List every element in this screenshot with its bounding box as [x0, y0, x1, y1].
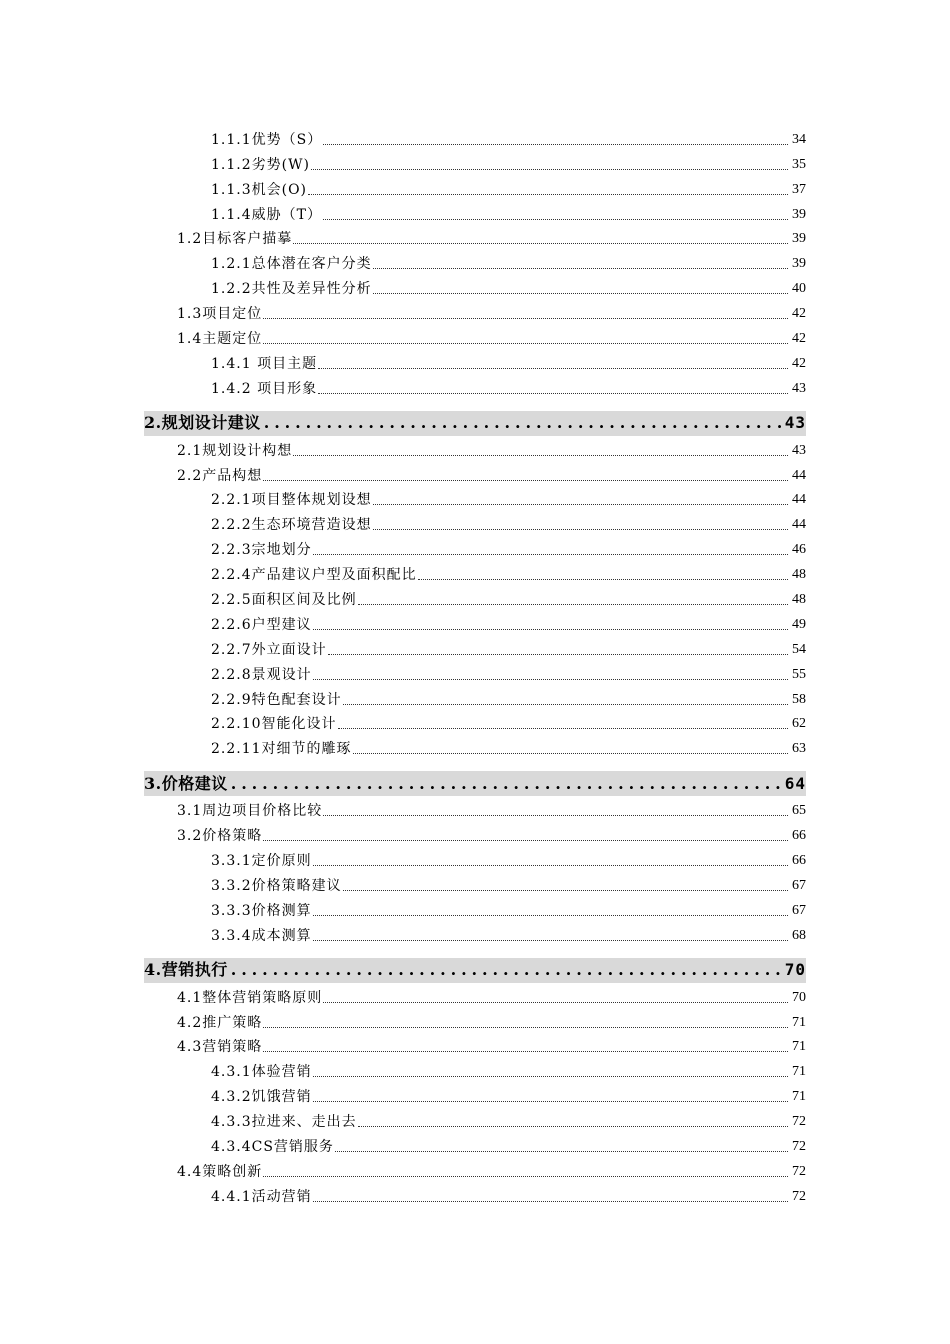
toc-entry[interactable]	[144, 1057, 806, 1082]
toc-entry[interactable]	[144, 125, 806, 150]
toc-entry[interactable]	[144, 660, 806, 685]
toc-page-number: 65	[792, 803, 806, 819]
toc-entry[interactable]	[144, 249, 806, 274]
toc-entry[interactable]	[144, 560, 806, 585]
toc-leader-dots	[263, 1050, 788, 1052]
toc-entry[interactable]	[144, 535, 806, 560]
toc-page-number: 72	[792, 1163, 806, 1179]
toc-page-number: 66	[792, 828, 806, 844]
toc-entry[interactable]	[144, 200, 806, 225]
toc-entry-label: 2.2.5面积区间及比例	[211, 592, 357, 609]
toc-leader-dots	[318, 367, 788, 369]
toc-page-number: 48	[792, 592, 806, 608]
toc-entry[interactable]	[144, 225, 806, 250]
toc-leader-dots	[263, 1175, 788, 1177]
toc-entry[interactable]	[144, 349, 806, 374]
toc-entry[interactable]	[144, 175, 806, 200]
toc-entry[interactable]	[144, 983, 806, 1008]
toc-entry-label: 3.3.2价格策略建议	[211, 877, 342, 894]
toc-leader-dots	[338, 727, 788, 729]
toc-leader-dots	[418, 578, 788, 580]
toc-page-number: 42	[792, 331, 806, 347]
table-of-contents	[144, 125, 806, 1207]
toc-page-number: 34	[792, 131, 806, 147]
toc-leader-dots	[323, 218, 788, 220]
toc-entry-label: 2.2.8景观设计	[211, 666, 312, 683]
toc-page-number: 42	[792, 355, 806, 371]
toc-entry-label: 2.2产品构想	[177, 467, 263, 484]
toc-leader-dots	[335, 1150, 788, 1152]
toc-leader-dots	[323, 1001, 788, 1003]
toc-entry-label: 1.1.4威胁（T）	[211, 206, 322, 223]
toc-entry[interactable]	[144, 1182, 806, 1207]
toc-entry-label: 2.2.10智能化设计	[211, 716, 337, 733]
toc-page-number: 49	[792, 616, 806, 632]
toc-page-number: 63	[792, 741, 806, 757]
toc-page-number: 67	[792, 877, 806, 893]
toc-page-number: 64	[784, 773, 806, 793]
toc-entry-label: 3.价格建议	[144, 773, 228, 793]
toc-leader-dots	[308, 193, 788, 195]
toc-leader-dots	[313, 939, 788, 941]
toc-entry-label: 2.2.2生态环境营造设想	[211, 517, 372, 534]
toc-entry-label: 2.2.6户型建议	[211, 616, 312, 633]
toc-entry[interactable]	[144, 921, 806, 946]
toc-page-number: 55	[792, 666, 806, 682]
toc-leader-dots	[313, 1200, 788, 1202]
toc-page-number: 71	[792, 1014, 806, 1030]
toc-leader-dots	[373, 267, 788, 269]
toc-leader-dots	[318, 392, 788, 394]
chapter-gap	[144, 946, 806, 958]
toc-entry-label: 3.1周边项目价格比较	[177, 803, 323, 820]
toc-entry[interactable]	[144, 1082, 806, 1107]
toc-leader-dots	[358, 1125, 788, 1127]
toc-entry[interactable]	[144, 1033, 806, 1058]
toc-entry[interactable]	[144, 796, 806, 821]
toc-entry-label: 4.3.2饥饿营销	[211, 1089, 312, 1106]
toc-page-number: 71	[792, 1039, 806, 1055]
toc-entry-label: 1.3项目定位	[177, 306, 263, 323]
toc-entry-label: 1.1.2劣势(W)	[211, 156, 310, 173]
toc-entry[interactable]	[144, 461, 806, 486]
toc-entry-label: 1.4.2 项目形象	[211, 380, 318, 397]
toc-entry[interactable]	[144, 821, 806, 846]
toc-page-number: 70	[784, 960, 806, 980]
toc-page-number: 39	[792, 231, 806, 247]
toc-entry-label: 2.2.11对细节的雕琢	[211, 741, 352, 758]
toc-page-number: 44	[792, 517, 806, 533]
toc-entry-label: 4.3.4CS营销服务	[211, 1138, 334, 1155]
toc-entry[interactable]	[144, 274, 806, 299]
toc-leader-dots	[373, 292, 788, 294]
toc-leader-dots	[263, 839, 788, 841]
toc-entry[interactable]	[144, 510, 806, 535]
toc-leader-dots	[263, 317, 788, 319]
toc-entry[interactable]	[144, 1157, 806, 1182]
toc-entry[interactable]	[144, 374, 806, 399]
toc-entry-label: 2.2.3宗地划分	[211, 542, 312, 559]
toc-entry-label: 2.2.4产品建议户型及面积配比	[211, 567, 417, 584]
toc-leader-dots	[293, 242, 788, 244]
toc-page-number: 62	[792, 716, 806, 732]
toc-page-number: 72	[792, 1138, 806, 1154]
toc-leader-dots	[231, 774, 782, 794]
toc-entry-label: 4.3.3拉进来、走出去	[211, 1114, 357, 1131]
toc-entry-label: 2.2.7外立面设计	[211, 641, 327, 658]
toc-page-number: 68	[792, 927, 806, 943]
toc-entry-label: 4.3营销策略	[177, 1039, 263, 1056]
toc-entry-label: 1.2目标客户描摹	[177, 231, 293, 248]
toc-entry-label: 1.1.1优势（S）	[211, 131, 323, 148]
toc-leader-dots	[313, 553, 788, 555]
toc-entry[interactable]	[144, 299, 806, 324]
toc-entry-label: 4.2推广策略	[177, 1014, 263, 1031]
toc-page-number: 43	[792, 442, 806, 458]
toc-leader-dots	[231, 960, 782, 980]
toc-page-number: 72	[792, 1188, 806, 1204]
toc-leader-dots	[263, 479, 788, 481]
toc-page-number: 46	[792, 542, 806, 558]
toc-entry[interactable]	[144, 1132, 806, 1157]
toc-page-number: 71	[792, 1089, 806, 1105]
toc-leader-dots	[263, 342, 788, 344]
toc-page-number: 66	[792, 853, 806, 869]
toc-page-number: 40	[792, 281, 806, 297]
toc-entry-label: 1.4主题定位	[177, 331, 263, 348]
toc-page-number: 39	[792, 256, 806, 272]
toc-entry-label: 3.3.1定价原则	[211, 853, 312, 870]
toc-entry-label: 4.营销执行	[144, 960, 228, 980]
toc-page-number: 44	[792, 467, 806, 483]
toc-leader-dots	[313, 1100, 788, 1102]
toc-leader-dots	[313, 1075, 788, 1077]
toc-leader-dots	[313, 628, 788, 630]
toc-entry[interactable]	[144, 324, 806, 349]
toc-leader-dots	[311, 168, 788, 170]
toc-entry-label: 2.2.1项目整体规划设想	[211, 492, 372, 509]
toc-leader-dots	[293, 454, 788, 456]
toc-page-number: 71	[792, 1064, 806, 1080]
toc-leader-dots	[313, 864, 788, 866]
toc-page-number: 35	[792, 156, 806, 172]
toc-leader-dots	[373, 503, 788, 505]
toc-entry[interactable]	[144, 846, 806, 871]
toc-entry[interactable]	[144, 610, 806, 635]
toc-entry[interactable]	[144, 734, 806, 759]
chapter-gap	[144, 759, 806, 771]
toc-leader-dots	[373, 528, 788, 530]
toc-page-number: 43	[792, 380, 806, 396]
toc-entry[interactable]	[144, 635, 806, 660]
toc-leader-dots	[263, 1026, 788, 1028]
toc-entry[interactable]	[144, 585, 806, 610]
toc-entry-label: 4.3.1体验营销	[211, 1064, 312, 1081]
toc-entry-label: 1.1.3机会(O)	[211, 181, 308, 198]
toc-entry[interactable]	[144, 486, 806, 511]
toc-entry[interactable]	[144, 685, 806, 710]
toc-entry-label: 4.4策略创新	[177, 1163, 263, 1180]
toc-page-number: 39	[792, 206, 806, 222]
toc-leader-dots	[353, 752, 788, 754]
toc-entry-label: 4.4.1活动营销	[211, 1188, 312, 1205]
toc-leader-dots	[328, 653, 788, 655]
toc-leader-dots	[343, 889, 788, 891]
toc-entry-label: 1.4.1 项目主题	[211, 355, 318, 372]
toc-page-number: 54	[792, 641, 806, 657]
toc-entry-label: 1.2.2共性及差异性分析	[211, 281, 372, 298]
toc-entry-label: 2.1规划设计构想	[177, 442, 293, 459]
toc-entry-label: 3.3.3价格测算	[211, 902, 312, 919]
toc-entry[interactable]	[144, 150, 806, 175]
toc-entry-label: 2.规划设计建议	[144, 413, 261, 433]
toc-leader-dots	[323, 814, 788, 816]
toc-chapter-entry[interactable]	[144, 958, 806, 983]
toc-entry-label: 1.2.1总体潜在客户分类	[211, 256, 372, 273]
toc-entry[interactable]	[144, 1107, 806, 1132]
toc-page-number: 43	[784, 413, 806, 433]
toc-entry[interactable]	[144, 871, 806, 896]
toc-entry[interactable]	[144, 1008, 806, 1033]
toc-page-number: 42	[792, 306, 806, 322]
toc-entry-label: 3.3.4成本测算	[211, 927, 312, 944]
toc-entry-label: 3.2价格策略	[177, 828, 263, 845]
toc-entry-label: 2.2.9特色配套设计	[211, 691, 342, 708]
toc-entry[interactable]	[144, 710, 806, 735]
toc-leader-dots	[264, 413, 782, 433]
toc-leader-dots	[358, 603, 788, 605]
toc-page-number: 37	[792, 181, 806, 197]
toc-page-number: 72	[792, 1114, 806, 1130]
chapter-gap	[144, 399, 806, 411]
toc-leader-dots	[313, 678, 788, 680]
toc-leader-dots	[313, 914, 788, 916]
toc-page-number: 58	[792, 691, 806, 707]
toc-leader-dots	[323, 143, 788, 145]
toc-entry[interactable]	[144, 436, 806, 461]
toc-page-number: 44	[792, 492, 806, 508]
toc-entry-label: 4.1整体营销策略原则	[177, 989, 323, 1006]
toc-page-number: 70	[792, 989, 806, 1005]
toc-chapter-entry[interactable]	[144, 411, 806, 436]
toc-chapter-entry[interactable]	[144, 771, 806, 796]
toc-page-number: 67	[792, 902, 806, 918]
toc-page-number: 48	[792, 567, 806, 583]
toc-entry[interactable]	[144, 896, 806, 921]
toc-leader-dots	[343, 703, 788, 705]
